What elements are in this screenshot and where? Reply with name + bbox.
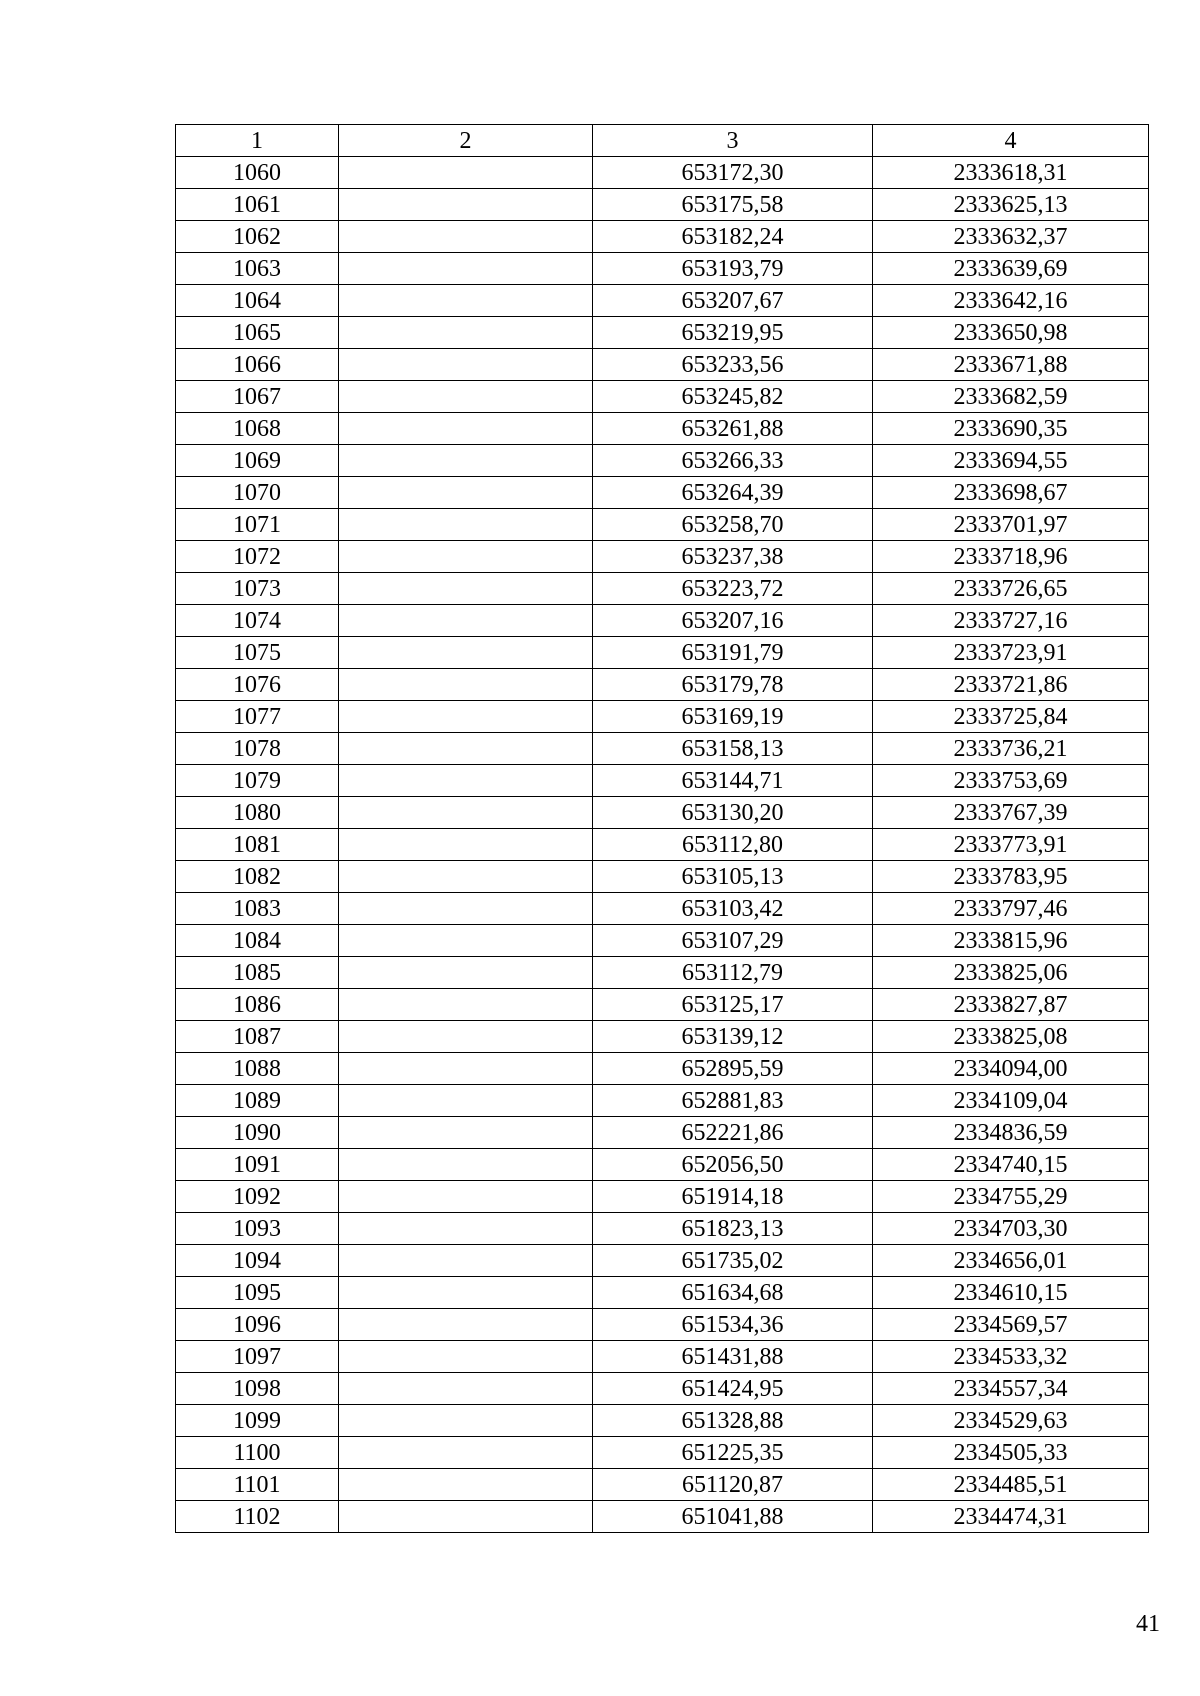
table-row <box>176 285 1149 317</box>
table-row <box>176 1021 1149 1053</box>
cell-description <box>339 477 593 509</box>
table-row <box>176 797 1149 829</box>
cell-description <box>339 1181 593 1213</box>
cell-description <box>339 317 593 349</box>
table-row <box>176 1117 1149 1149</box>
table-row <box>176 1085 1149 1117</box>
table-row <box>176 829 1149 861</box>
cell-point-number: 1064 <box>176 285 339 317</box>
table-row <box>176 317 1149 349</box>
cell-x-coordinate: 653264,39 <box>593 477 873 509</box>
cell-x-coordinate: 653105,13 <box>593 861 873 893</box>
table-row <box>176 381 1149 413</box>
cell-y-coordinate: 2333827,87 <box>873 989 1149 1021</box>
cell-y-coordinate: 2334755,29 <box>873 1181 1149 1213</box>
cell-point-number: 1063 <box>176 253 339 285</box>
cell-description <box>339 1085 593 1117</box>
cell-description <box>339 1469 593 1501</box>
cell-x-coordinate: 651823,13 <box>593 1213 873 1245</box>
cell-x-coordinate: 652221,86 <box>593 1117 873 1149</box>
table-row <box>176 445 1149 477</box>
cell-point-number: 1067 <box>176 381 339 413</box>
cell-y-coordinate: 2333690,35 <box>873 413 1149 445</box>
cell-y-coordinate: 2333727,16 <box>873 605 1149 637</box>
cell-description <box>339 189 593 221</box>
cell-point-number: 1099 <box>176 1405 339 1437</box>
table-row <box>176 1149 1149 1181</box>
cell-description <box>339 413 593 445</box>
cell-y-coordinate: 2333726,65 <box>873 573 1149 605</box>
cell-y-coordinate: 2333682,59 <box>873 381 1149 413</box>
cell-point-number: 1066 <box>176 349 339 381</box>
table-row <box>176 1405 1149 1437</box>
cell-y-coordinate: 2333753,69 <box>873 765 1149 797</box>
cell-y-coordinate: 2334836,59 <box>873 1117 1149 1149</box>
cell-point-number: 1086 <box>176 989 339 1021</box>
cell-description <box>339 669 593 701</box>
cell-x-coordinate: 651225,35 <box>593 1437 873 1469</box>
cell-x-coordinate: 651534,36 <box>593 1309 873 1341</box>
cell-description <box>339 893 593 925</box>
cell-x-coordinate: 653169,19 <box>593 701 873 733</box>
table-row <box>176 1501 1149 1533</box>
cell-description <box>339 861 593 893</box>
cell-y-coordinate: 2334557,34 <box>873 1373 1149 1405</box>
cell-description <box>339 541 593 573</box>
cell-point-number: 1075 <box>176 637 339 669</box>
cell-point-number: 1076 <box>176 669 339 701</box>
cell-point-number: 1061 <box>176 189 339 221</box>
table-row <box>176 1373 1149 1405</box>
cell-x-coordinate: 653144,71 <box>593 765 873 797</box>
cell-y-coordinate: 2333632,37 <box>873 221 1149 253</box>
cell-y-coordinate: 2333618,31 <box>873 157 1149 189</box>
cell-y-coordinate: 2333723,91 <box>873 637 1149 669</box>
table-row <box>176 573 1149 605</box>
cell-x-coordinate: 653158,13 <box>593 733 873 765</box>
page-number: 41 <box>1136 1611 1160 1637</box>
cell-x-coordinate: 651041,88 <box>593 1501 873 1533</box>
cell-point-number: 1102 <box>176 1501 339 1533</box>
table-row <box>176 1277 1149 1309</box>
table-row <box>176 1437 1149 1469</box>
cell-y-coordinate: 2333825,06 <box>873 957 1149 989</box>
cell-point-number: 1081 <box>176 829 339 861</box>
table-row <box>176 1309 1149 1341</box>
cell-description <box>339 253 593 285</box>
cell-point-number: 1091 <box>176 1149 339 1181</box>
cell-point-number: 1101 <box>176 1469 339 1501</box>
coordinates-table-body <box>176 125 1149 1533</box>
cell-x-coordinate: 653207,16 <box>593 605 873 637</box>
cell-x-coordinate: 653112,80 <box>593 829 873 861</box>
cell-description <box>339 829 593 861</box>
cell-point-number: 1096 <box>176 1309 339 1341</box>
cell-point-number: 1074 <box>176 605 339 637</box>
cell-y-coordinate: 2334109,04 <box>873 1085 1149 1117</box>
cell-y-coordinate: 2333736,21 <box>873 733 1149 765</box>
cell-description <box>339 605 593 637</box>
table-row <box>176 957 1149 989</box>
cell-point-number: 1085 <box>176 957 339 989</box>
cell-x-coordinate: 653223,72 <box>593 573 873 605</box>
cell-point-number: 1062 <box>176 221 339 253</box>
cell-x-coordinate: 653112,79 <box>593 957 873 989</box>
cell-x-coordinate: 653175,58 <box>593 189 873 221</box>
cell-x-coordinate: 653258,70 <box>593 509 873 541</box>
cell-point-number: 1092 <box>176 1181 339 1213</box>
table-row <box>176 925 1149 957</box>
table-row <box>176 477 1149 509</box>
cell-y-coordinate: 2333625,13 <box>873 189 1149 221</box>
table-row <box>176 701 1149 733</box>
cell-description <box>339 925 593 957</box>
table-row <box>176 157 1149 189</box>
cell-description <box>339 1053 593 1085</box>
cell-x-coordinate: 653107,29 <box>593 925 873 957</box>
cell-y-coordinate: 2333718,96 <box>873 541 1149 573</box>
cell-y-coordinate: 2333815,96 <box>873 925 1149 957</box>
cell-y-coordinate: 2334533,32 <box>873 1341 1149 1373</box>
table-row <box>176 541 1149 573</box>
cell-y-coordinate: 2334474,31 <box>873 1501 1149 1533</box>
cell-y-coordinate: 2334485,51 <box>873 1469 1149 1501</box>
cell-x-coordinate: 653219,95 <box>593 317 873 349</box>
cell-y-coordinate: 2333783,95 <box>873 861 1149 893</box>
cell-x-coordinate: 653207,67 <box>593 285 873 317</box>
cell-description <box>339 509 593 541</box>
cell-y-coordinate: 2334569,57 <box>873 1309 1149 1341</box>
cell-x-coordinate: 653245,82 <box>593 381 873 413</box>
cell-description <box>339 445 593 477</box>
cell-description <box>339 573 593 605</box>
cell-description <box>339 1405 593 1437</box>
cell-description <box>339 349 593 381</box>
cell-description <box>339 1373 593 1405</box>
cell-y-coordinate: 2334094,00 <box>873 1053 1149 1085</box>
cell-y-coordinate: 2333725,84 <box>873 701 1149 733</box>
header-cell-x-coordinate: 3 <box>593 125 873 157</box>
cell-y-coordinate: 2334529,63 <box>873 1405 1149 1437</box>
cell-point-number: 1098 <box>176 1373 339 1405</box>
cell-description <box>339 285 593 317</box>
cell-description <box>339 637 593 669</box>
cell-description <box>339 797 593 829</box>
table-row <box>176 1181 1149 1213</box>
cell-point-number: 1082 <box>176 861 339 893</box>
cell-point-number: 1100 <box>176 1437 339 1469</box>
cell-x-coordinate: 652895,59 <box>593 1053 873 1085</box>
table-row <box>176 893 1149 925</box>
cell-x-coordinate: 651735,02 <box>593 1245 873 1277</box>
cell-point-number: 1088 <box>176 1053 339 1085</box>
cell-y-coordinate: 2333825,08 <box>873 1021 1149 1053</box>
cell-x-coordinate: 651634,68 <box>593 1277 873 1309</box>
cell-point-number: 1068 <box>176 413 339 445</box>
cell-description <box>339 1117 593 1149</box>
table-row <box>176 1341 1149 1373</box>
cell-y-coordinate: 2333701,97 <box>873 509 1149 541</box>
cell-y-coordinate: 2333797,46 <box>873 893 1149 925</box>
table-row <box>176 1053 1149 1085</box>
table-row <box>176 989 1149 1021</box>
cell-x-coordinate: 653130,20 <box>593 797 873 829</box>
cell-description <box>339 765 593 797</box>
cell-y-coordinate: 2334703,30 <box>873 1213 1149 1245</box>
cell-x-coordinate: 651424,95 <box>593 1373 873 1405</box>
cell-x-coordinate: 651328,88 <box>593 1405 873 1437</box>
table-row <box>176 509 1149 541</box>
table-row <box>176 221 1149 253</box>
cell-point-number: 1084 <box>176 925 339 957</box>
cell-x-coordinate: 652881,83 <box>593 1085 873 1117</box>
cell-point-number: 1095 <box>176 1277 339 1309</box>
cell-description <box>339 157 593 189</box>
cell-x-coordinate: 653182,24 <box>593 221 873 253</box>
cell-y-coordinate: 2333671,88 <box>873 349 1149 381</box>
cell-x-coordinate: 653193,79 <box>593 253 873 285</box>
cell-point-number: 1093 <box>176 1213 339 1245</box>
cell-x-coordinate: 651914,18 <box>593 1181 873 1213</box>
header-cell-y-coordinate: 4 <box>873 125 1149 157</box>
cell-point-number: 1065 <box>176 317 339 349</box>
table-row <box>176 669 1149 701</box>
cell-y-coordinate: 2333698,67 <box>873 477 1149 509</box>
cell-y-coordinate: 2334610,15 <box>873 1277 1149 1309</box>
table-row <box>176 765 1149 797</box>
cell-point-number: 1080 <box>176 797 339 829</box>
cell-x-coordinate: 653172,30 <box>593 157 873 189</box>
table-row <box>176 253 1149 285</box>
cell-description <box>339 381 593 413</box>
cell-description <box>339 1277 593 1309</box>
table-row <box>176 1245 1149 1277</box>
cell-description <box>339 1149 593 1181</box>
coordinates-table <box>175 124 1149 1533</box>
cell-point-number: 1070 <box>176 477 339 509</box>
cell-description <box>339 733 593 765</box>
table-header-row <box>176 125 1149 157</box>
cell-point-number: 1087 <box>176 1021 339 1053</box>
table-row <box>176 733 1149 765</box>
cell-description <box>339 1309 593 1341</box>
cell-point-number: 1072 <box>176 541 339 573</box>
cell-x-coordinate: 653261,88 <box>593 413 873 445</box>
cell-point-number: 1069 <box>176 445 339 477</box>
header-cell-point-number: 1 <box>176 125 339 157</box>
table-row <box>176 349 1149 381</box>
cell-description <box>339 957 593 989</box>
cell-description <box>339 221 593 253</box>
cell-point-number: 1078 <box>176 733 339 765</box>
cell-x-coordinate: 653125,17 <box>593 989 873 1021</box>
cell-point-number: 1079 <box>176 765 339 797</box>
cell-description <box>339 1245 593 1277</box>
cell-description <box>339 1341 593 1373</box>
cell-description <box>339 1437 593 1469</box>
table-row <box>176 861 1149 893</box>
cell-y-coordinate: 2333642,16 <box>873 285 1149 317</box>
cell-y-coordinate: 2333721,86 <box>873 669 1149 701</box>
cell-point-number: 1073 <box>176 573 339 605</box>
cell-point-number: 1077 <box>176 701 339 733</box>
cell-x-coordinate: 651120,87 <box>593 1469 873 1501</box>
cell-y-coordinate: 2334505,33 <box>873 1437 1149 1469</box>
cell-description <box>339 989 593 1021</box>
cell-x-coordinate: 652056,50 <box>593 1149 873 1181</box>
cell-x-coordinate: 653266,33 <box>593 445 873 477</box>
cell-point-number: 1071 <box>176 509 339 541</box>
cell-y-coordinate: 2333694,55 <box>873 445 1149 477</box>
cell-point-number: 1094 <box>176 1245 339 1277</box>
cell-point-number: 1090 <box>176 1117 339 1149</box>
cell-description <box>339 1021 593 1053</box>
cell-y-coordinate: 2334656,01 <box>873 1245 1149 1277</box>
cell-x-coordinate: 653191,79 <box>593 637 873 669</box>
cell-y-coordinate: 2333773,91 <box>873 829 1149 861</box>
cell-point-number: 1060 <box>176 157 339 189</box>
cell-y-coordinate: 2333639,69 <box>873 253 1149 285</box>
cell-x-coordinate: 653237,38 <box>593 541 873 573</box>
cell-y-coordinate: 2334740,15 <box>873 1149 1149 1181</box>
cell-point-number: 1083 <box>176 893 339 925</box>
cell-x-coordinate: 653103,42 <box>593 893 873 925</box>
table-row <box>176 605 1149 637</box>
cell-y-coordinate: 2333767,39 <box>873 797 1149 829</box>
cell-point-number: 1089 <box>176 1085 339 1117</box>
cell-x-coordinate: 653179,78 <box>593 669 873 701</box>
cell-y-coordinate: 2333650,98 <box>873 317 1149 349</box>
cell-description <box>339 701 593 733</box>
cell-description <box>339 1213 593 1245</box>
table-row <box>176 1469 1149 1501</box>
cell-x-coordinate: 653139,12 <box>593 1021 873 1053</box>
table-row <box>176 637 1149 669</box>
header-cell-description: 2 <box>339 125 593 157</box>
cell-x-coordinate: 651431,88 <box>593 1341 873 1373</box>
cell-description <box>339 1501 593 1533</box>
table-row <box>176 1213 1149 1245</box>
cell-point-number: 1097 <box>176 1341 339 1373</box>
cell-x-coordinate: 653233,56 <box>593 349 873 381</box>
table-row <box>176 413 1149 445</box>
table-row <box>176 189 1149 221</box>
